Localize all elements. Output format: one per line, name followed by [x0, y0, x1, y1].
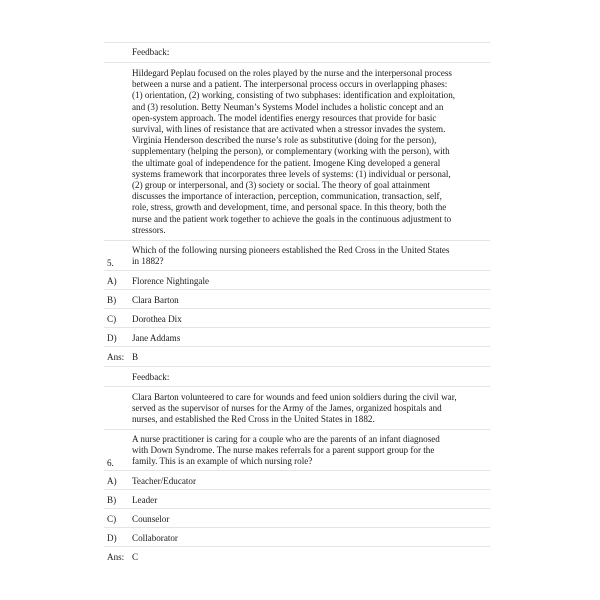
feedback-line: nurse and the patient work together to achieve the goals in the continuous adjustment to	[132, 213, 452, 224]
option-letter: B)	[107, 495, 117, 505]
option-letter: C)	[107, 314, 117, 324]
question-5-row	[104, 240, 490, 271]
question-text	[132, 245, 488, 267]
option-letter: D)	[107, 333, 117, 343]
question-number: 5.	[107, 257, 114, 268]
feedback-line: discusses the importance of interaction, perception, communication, transaction, self,	[132, 191, 442, 202]
option-row[interactable]	[104, 470, 490, 490]
feedback-line: (2) group or interpersonal, and (3) society or social. The theory of goal attainment	[132, 180, 431, 191]
answer-label: Ans:	[107, 352, 125, 362]
option-letter: A)	[107, 276, 117, 286]
answer-row	[104, 546, 490, 567]
option-text: Collaborator	[132, 533, 178, 543]
option-row[interactable]	[104, 270, 490, 290]
feedback-body-row	[104, 62, 490, 241]
feedback-line: systems framework that incorporates three levels of systems: (1) individual or personal,	[132, 168, 451, 179]
feedback-heading-row	[104, 366, 490, 387]
option-row[interactable]	[104, 527, 490, 547]
feedback-line: (1) orientation, (2) working, consisting of two subphases: identification and exploitation,	[132, 90, 456, 101]
feedback-line: supplementary (helping the person), or complementary (working with the person), with	[132, 146, 450, 157]
feedback-line: stressors.	[132, 224, 166, 235]
feedback-heading: Feedback:	[132, 372, 170, 382]
question-line: A nurse practitioner is caring for a couple who are the parents of an infant diagnosed	[132, 434, 440, 444]
feedback-body-row	[104, 386, 490, 430]
option-row[interactable]	[104, 508, 490, 528]
option-text: Florence Nightingale	[132, 276, 210, 286]
option-letter: C)	[107, 514, 117, 524]
feedback-text	[132, 68, 488, 236]
feedback-heading: Feedback:	[132, 47, 170, 57]
feedback-line: between a nurse and a patient. The interpersonal process occurs in overlapping phases:	[132, 79, 448, 90]
option-row[interactable]	[104, 289, 490, 309]
option-text: Leader	[132, 495, 158, 505]
question-line: with Down Syndrome. The nurse makes referrals for a parent support group for the	[132, 445, 435, 456]
option-text: Clara Barton	[132, 295, 179, 305]
option-text: Counselor	[132, 514, 170, 524]
feedback-line: nurses, and established the Red Cross in the United States in 1882.	[132, 414, 375, 425]
answer-value: B	[132, 352, 139, 362]
option-text: Jane Addams	[132, 333, 181, 343]
feedback-line: Hildegard Peplau focused on the roles played by the nurse and the interpersonal process	[132, 68, 452, 78]
question-6-row	[104, 429, 490, 471]
answer-row	[104, 346, 490, 367]
feedback-line: the ultimate goal of independence for the patient. Imogene King developed a general	[132, 157, 441, 168]
question-text	[132, 434, 488, 468]
feedback-text	[132, 392, 488, 426]
option-letter: A)	[107, 476, 117, 486]
option-text: Teacher/Educator	[132, 476, 196, 486]
option-letter: D)	[107, 533, 117, 543]
feedback-line: survival, with lines of resistance that are activated when a stressor invades the system.	[132, 124, 446, 135]
option-row[interactable]	[104, 489, 490, 509]
question-line: in 1882?	[132, 256, 164, 267]
question-line: Which of the following nursing pioneers established the Red Cross in the United States	[132, 245, 450, 255]
feedback-heading-row	[104, 42, 490, 63]
feedback-line: Virginia Henderson described the nurse’s role as substitutive (doing for the person),	[132, 135, 437, 146]
feedback-line: and (3) resolution. Betty Neuman’s Systems Model includes a holistic concept and an	[132, 101, 444, 112]
feedback-line: served as the supervisor of nurses for the Army of the James, organized hospitals and	[132, 403, 442, 414]
answer-value: C	[132, 552, 139, 562]
answer-label: Ans:	[107, 552, 125, 562]
option-text: Dorothea Dix	[132, 314, 182, 324]
feedback-line: open-system approach. The model identifies energy resources that provide for basic	[132, 112, 437, 123]
feedback-line: Clara Barton volunteered to care for wounds and feed union soldiers during the civil war,	[132, 392, 457, 402]
option-row[interactable]	[104, 308, 490, 328]
question-number: 6.	[107, 457, 114, 468]
feedback-line: role, stress, growth and development, time, and personal space. In this theory, both the	[132, 202, 447, 213]
option-row[interactable]	[104, 327, 490, 347]
question-line: family. This is an example of which nursing role?	[132, 456, 313, 467]
option-letter: B)	[107, 295, 117, 305]
